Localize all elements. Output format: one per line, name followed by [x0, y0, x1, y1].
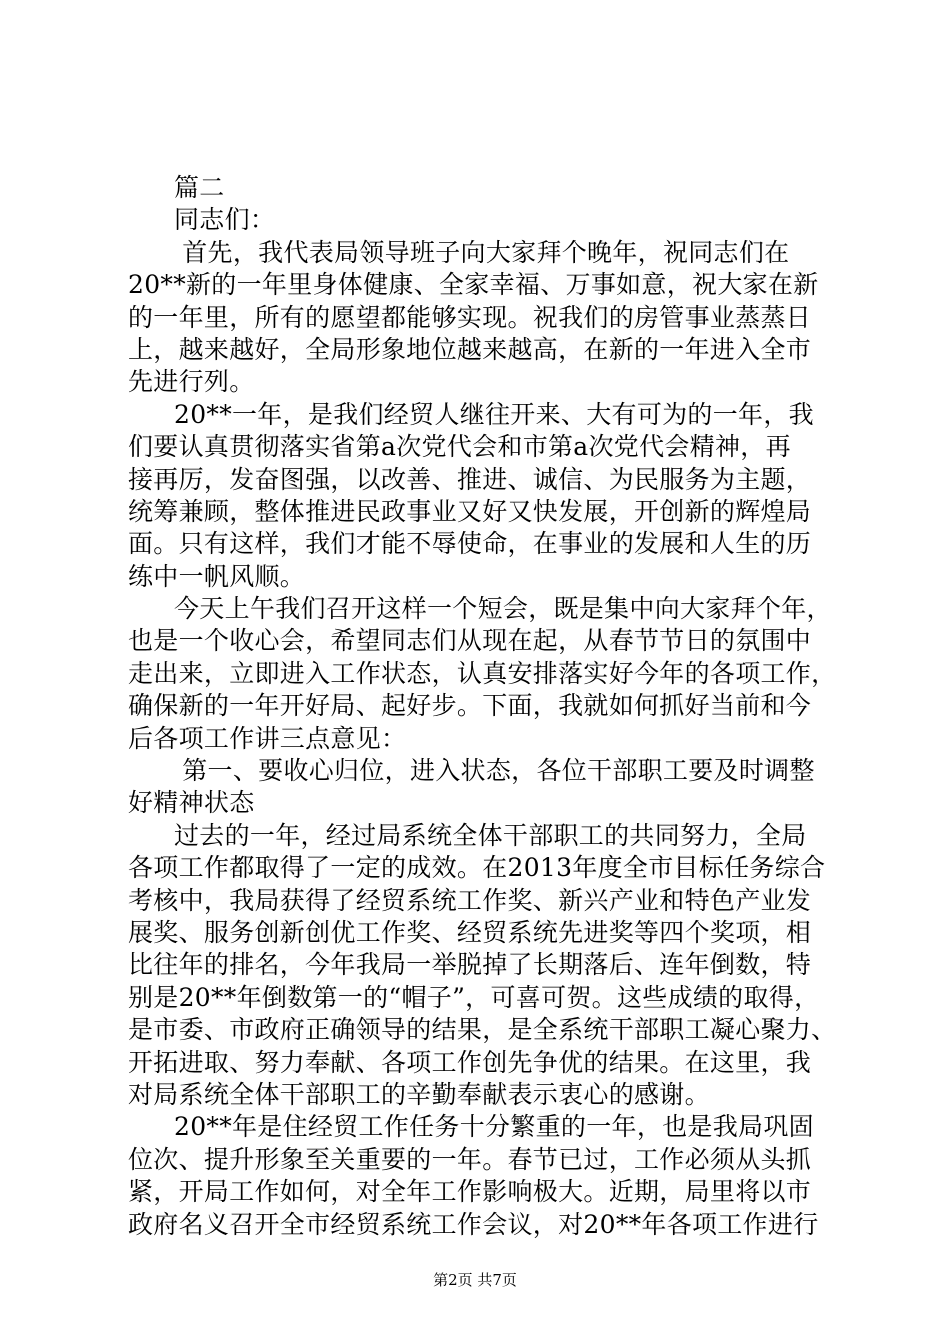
paragraph-line: 接再厉，发奋图强，以改善、推进、诚信、为民服务为主题， [128, 464, 812, 494]
paragraph-line: 展奖、服务创新创优工作奖、经贸系统先进奖等四个奖项，相 [128, 917, 812, 947]
paragraph-6 [128, 1111, 833, 1241]
paragraph-line: 确保新的一年开好局、起好步。下面，我就如何抓好当前和今 [128, 691, 812, 721]
paragraph-line: 各项工作都取得了一定的成效。在2013年度全市目标任务综合 [128, 853, 826, 883]
paragraph-line: 今天上午我们召开这样一个短会，既是集中向大家拜个年， [174, 594, 832, 624]
document-body [128, 172, 837, 1241]
paragraph-line: 面。只有这样，我们才能不辱使命，在事业的发展和人生的历 [128, 529, 812, 559]
paragraph-line: 比往年的排名，今年我局一举脱掉了长期落后、连年倒数，特 [128, 950, 812, 980]
paragraph-line: 是市委、市政府正确领导的结果，是全系统干部职工凝心聚力、 [128, 1015, 837, 1045]
paragraph-line: 上，越来越好，全局形象地位越来越高，在新的一年进入全市 [128, 334, 812, 364]
paragraph-line: 首先，我代表局领导班子向大家拜个晚年，祝同志们在 [174, 237, 790, 267]
paragraph-line: 20**一年，是我们经贸人继往开来、大有可为的一年，我 [174, 399, 814, 429]
paragraph-line: 开拓进取、努力奉献、各项工作创先争优的结果。在这里，我 [128, 1047, 812, 1077]
section-heading: 篇二 [174, 173, 225, 202]
paragraph-line: 过去的一年，经过局系统全体干部职工的共同努力，全局 [174, 820, 807, 850]
paragraph-5 [128, 820, 837, 1112]
paragraph-line: 20**年是住经贸工作任务十分繁重的一年，也是我局巩固 [174, 1112, 814, 1142]
paragraph-line: 统筹兼顾，整体推进民政事业又好又快发展，开创新的辉煌局 [128, 496, 812, 526]
paragraph-line: 好精神状态 [128, 788, 255, 818]
page-number: 第2页 共7页 [433, 1271, 517, 1289]
paragraph-line: 位次、提升形象至关重要的一年。春节已过，工作必须从头抓 [128, 1144, 812, 1174]
paragraph-line: 走出来，立即进入工作状态，认真安排落实好今年的各项工作， [128, 658, 837, 688]
paragraph-line: 后各项工作讲三点意见： [128, 723, 407, 753]
paragraph-4 [128, 755, 833, 820]
salutation: 同志们： [174, 205, 276, 235]
paragraph-line: 先进行列。 [128, 367, 255, 397]
paragraph-2 [128, 399, 833, 593]
paragraph-line: 考核中，我局获得了经贸系统工作奖、新兴产业和特色产业发 [128, 885, 812, 915]
paragraph-line: 练中一帆风顺。 [128, 561, 306, 591]
paragraph-line: 也是一个收心会，希望同志们从现在起，从春节节日的氛围中 [128, 626, 812, 656]
paragraph-1 [128, 237, 833, 399]
paragraph-line: 对局系统全体干部职工的辛勤奉献表示衷心的感谢。 [128, 1079, 710, 1109]
paragraph-line: 紧，开局工作如何，对全年工作影响极大。近期，局里将以市 [128, 1177, 812, 1207]
paragraph-line: 的一年里，所有的愿望都能够实现。祝我们的房管事业蒸蒸日 [128, 302, 812, 332]
paragraph-line: 政府名义召开全市经贸系统工作会议，对20**年各项工作进行 [128, 1209, 819, 1239]
paragraph-3 [128, 593, 837, 755]
paragraph-line: 们要认真贯彻落实省第a次党代会和市第a次党代会精神，再 [128, 432, 791, 462]
paragraph-line: 第一、要收心归位，进入状态，各位干部职工要及时调整 [174, 756, 815, 786]
page-footer [0, 1270, 950, 1290]
paragraph-line: 20**新的一年里身体健康、全家幸福、万事如意，祝大家在新 [128, 270, 819, 300]
paragraph-line: 别是20**年倒数第一的“帽子”，可喜可贺。这些成绩的取得， [128, 982, 820, 1012]
